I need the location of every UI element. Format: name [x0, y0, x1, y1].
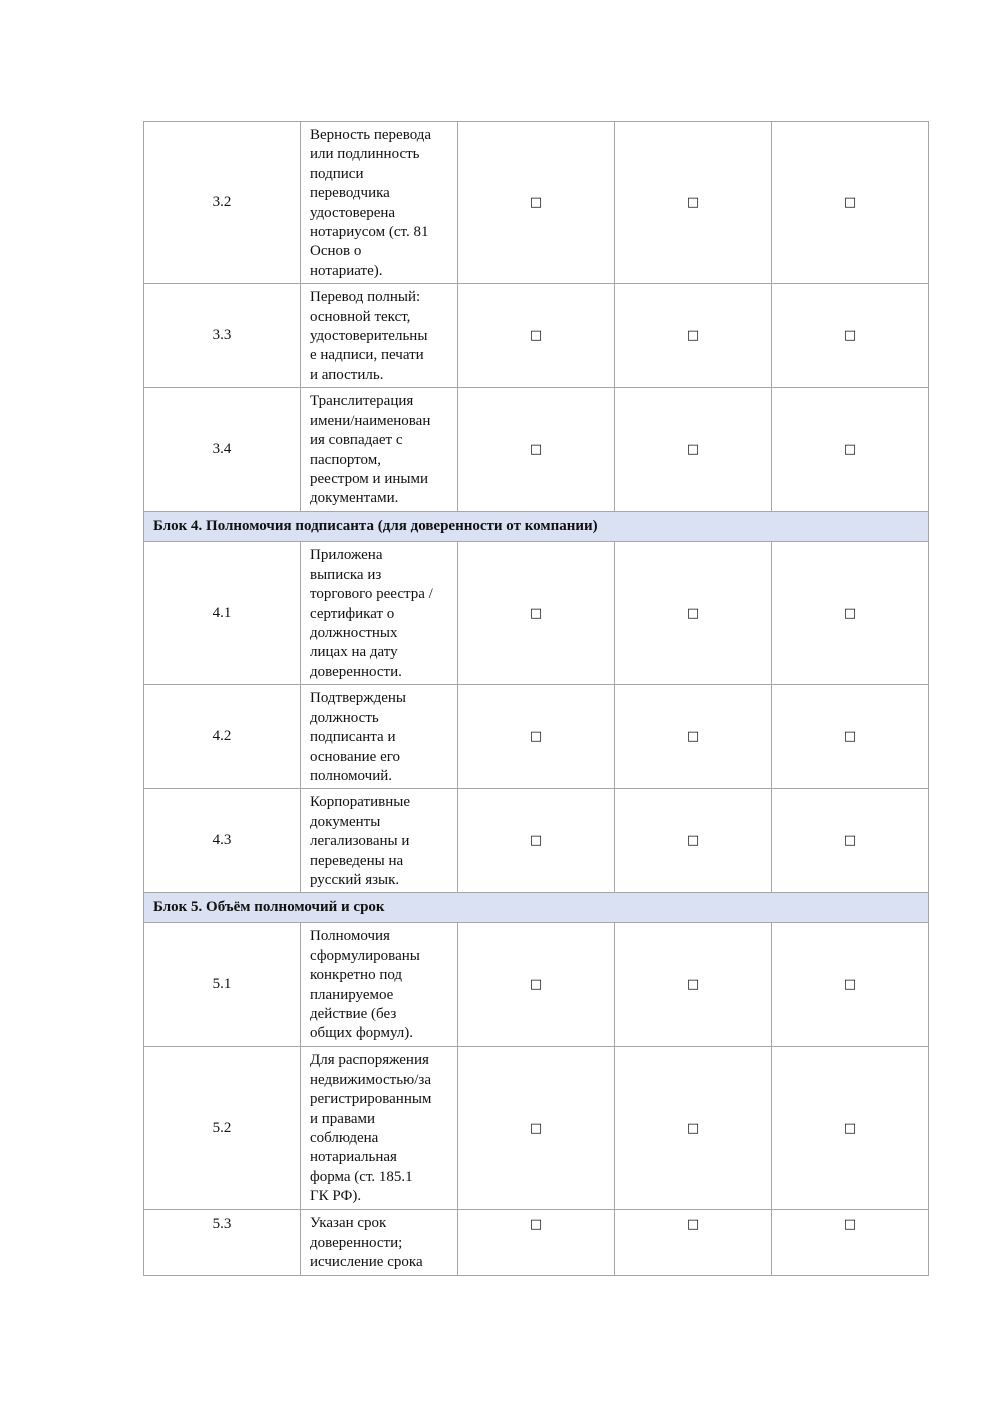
checkbox-cell: [772, 1047, 929, 1210]
item-description: [301, 1210, 458, 1275]
checkbox-cell: [458, 284, 615, 388]
checkbox-icon[interactable]: □: [843, 442, 857, 458]
section-title: Блок 4. Полномочия подписанта (для доверенности от компании): [144, 512, 929, 542]
section-header-row: [144, 512, 929, 542]
checkbox-cell: [772, 789, 929, 893]
description-line: паспортом,: [310, 451, 381, 468]
checkbox-icon[interactable]: □: [529, 442, 543, 458]
description-line: переведены на: [310, 852, 404, 869]
description-line: Для распоряжения: [310, 1052, 429, 1069]
description-line: нотариусом (ст. 81: [310, 224, 429, 241]
description-line: или подлинность: [310, 146, 420, 163]
description-line: недвижимостью/за: [310, 1071, 431, 1088]
description-line: выписка из: [310, 566, 382, 583]
description-line: Подтверждены: [310, 690, 406, 707]
checkbox-icon[interactable]: □: [529, 194, 543, 210]
checkbox-icon[interactable]: □: [529, 605, 543, 621]
checkbox-icon[interactable]: □: [686, 1217, 700, 1233]
item-number: 4.1: [144, 542, 301, 685]
description-line: регистрированным: [310, 1091, 432, 1108]
description-line: Основ о: [310, 243, 362, 260]
item-number: 3.4: [144, 388, 301, 512]
item-number: 4.2: [144, 685, 301, 789]
checkbox-cell: [615, 1210, 772, 1275]
checklist-row: [144, 789, 929, 893]
checkbox-cell: [615, 388, 772, 512]
description-line: сертификат о: [310, 605, 395, 622]
checkbox-cell: [772, 1210, 929, 1275]
description-line: Корпоративные: [310, 794, 410, 811]
checkbox-icon[interactable]: □: [843, 729, 857, 745]
checkbox-cell: [615, 1047, 772, 1210]
description-line: нотариате).: [310, 262, 383, 279]
item-description: [301, 789, 458, 893]
checkbox-icon[interactable]: □: [686, 977, 700, 993]
description-line: реестром и иными: [310, 470, 428, 487]
description-line: Приложена: [310, 547, 383, 564]
description-line: должность: [310, 709, 379, 726]
checkbox-cell: [458, 542, 615, 685]
section-title: Блок 5. Объём полномочий и срок: [144, 893, 929, 923]
checklist-row: [144, 388, 929, 512]
description-line: полномочий.: [310, 767, 393, 784]
checkbox-cell: [458, 789, 615, 893]
checkbox-icon[interactable]: □: [529, 1217, 543, 1233]
checkbox-icon[interactable]: □: [843, 605, 857, 621]
checkbox-cell: [458, 1047, 615, 1210]
item-number: 5.3: [144, 1210, 301, 1275]
description-line: доверенности.: [310, 663, 402, 680]
description-line: удостоверена: [310, 204, 396, 221]
checkbox-icon[interactable]: □: [686, 328, 700, 344]
checkbox-icon[interactable]: □: [843, 977, 857, 993]
description-line: документами.: [310, 490, 399, 507]
description-line: форма (ст. 185.1: [310, 1168, 413, 1185]
checkbox-icon[interactable]: □: [686, 729, 700, 745]
checkbox-icon[interactable]: □: [529, 1120, 543, 1136]
checkbox-icon[interactable]: □: [686, 605, 700, 621]
checkbox-icon[interactable]: □: [843, 833, 857, 849]
item-description: [301, 685, 458, 789]
item-description: [301, 923, 458, 1047]
item-number: 5.1: [144, 923, 301, 1047]
description-line: Указан срок: [310, 1215, 387, 1232]
item-description: [301, 1047, 458, 1210]
description-line: нотариальная: [310, 1149, 397, 1166]
checklist-row: [144, 284, 929, 388]
description-line: подписанта и: [310, 729, 396, 746]
checklist-row: [144, 923, 929, 1047]
checkbox-cell: [458, 122, 615, 284]
description-line: доверенности;: [310, 1234, 403, 1251]
item-number: 4.3: [144, 789, 301, 893]
description-line: действие (без: [310, 1005, 397, 1022]
checkbox-cell: [458, 1210, 615, 1275]
description-line: ия совпадает с: [310, 432, 403, 449]
description-line: лицах на дату: [310, 644, 398, 661]
checkbox-icon[interactable]: □: [843, 1217, 857, 1233]
checkbox-cell: [615, 923, 772, 1047]
checkbox-cell: [772, 685, 929, 789]
item-description: [301, 122, 458, 284]
checkbox-icon[interactable]: □: [843, 328, 857, 344]
checklist-row: [144, 1210, 929, 1275]
item-number: 3.3: [144, 284, 301, 388]
checkbox-cell: [458, 388, 615, 512]
description-line: переводчика: [310, 185, 390, 202]
checklist-body: [144, 122, 929, 1276]
checkbox-cell: [772, 542, 929, 685]
description-line: подписи: [310, 165, 364, 182]
description-line: документы: [310, 813, 381, 830]
description-line: Перевод полный:: [310, 289, 421, 306]
description-line: удостоверительны: [310, 328, 428, 345]
checkbox-icon[interactable]: □: [843, 1120, 857, 1136]
checklist-row: [144, 1047, 929, 1210]
checkbox-cell: [615, 284, 772, 388]
description-line: имени/наименован: [310, 412, 431, 429]
item-description: [301, 388, 458, 512]
checkbox-cell: [772, 923, 929, 1047]
description-line: сформулированы: [310, 947, 420, 964]
checkbox-icon[interactable]: □: [529, 977, 543, 993]
checkbox-cell: [458, 923, 615, 1047]
description-line: исчисление срока: [310, 1254, 423, 1271]
checkbox-icon[interactable]: □: [686, 442, 700, 458]
description-line: должностных: [310, 624, 398, 641]
description-line: и апостиль.: [310, 366, 384, 383]
description-line: е надписи, печати: [310, 347, 424, 364]
description-line: торгового реестра /: [310, 586, 433, 603]
description-line: основание его: [310, 748, 400, 765]
checklist-row: [144, 122, 929, 284]
section-header-row: [144, 893, 929, 923]
checkbox-cell: [615, 542, 772, 685]
checkbox-cell: [615, 122, 772, 284]
checkbox-icon[interactable]: □: [686, 833, 700, 849]
checkbox-cell: [772, 388, 929, 512]
checklist-row: [144, 542, 929, 685]
description-line: конкретно под: [310, 967, 403, 984]
description-line: общих формул).: [310, 1025, 414, 1042]
item-description: [301, 284, 458, 388]
checkbox-icon[interactable]: □: [843, 194, 857, 210]
checkbox-cell: [458, 685, 615, 789]
checkbox-icon[interactable]: □: [529, 328, 543, 344]
checkbox-icon[interactable]: □: [529, 729, 543, 745]
checklist-table: [143, 121, 929, 1276]
description-line: Транслитерация: [310, 393, 414, 410]
description-line: ГК РФ).: [310, 1188, 362, 1205]
description-line: основной текст,: [310, 308, 411, 325]
item-number: 3.2: [144, 122, 301, 284]
checkbox-cell: [772, 122, 929, 284]
checkbox-cell: [772, 284, 929, 388]
description-line: планируемое: [310, 986, 394, 1003]
item-number: 5.2: [144, 1047, 301, 1210]
description-line: Верность перевода: [310, 127, 432, 143]
checkbox-cell: [615, 789, 772, 893]
description-line: легализованы и: [310, 833, 410, 850]
description-line: соблюдена: [310, 1129, 379, 1146]
checkbox-icon[interactable]: □: [686, 194, 700, 210]
description-line: русский язык.: [310, 871, 400, 888]
item-description: [301, 542, 458, 685]
checklist-row: [144, 685, 929, 789]
description-line: и правами: [310, 1110, 376, 1127]
description-line: Полномочия: [310, 928, 390, 945]
checkbox-icon[interactable]: □: [529, 833, 543, 849]
checkbox-cell: [615, 685, 772, 789]
checkbox-icon[interactable]: □: [686, 1120, 700, 1136]
